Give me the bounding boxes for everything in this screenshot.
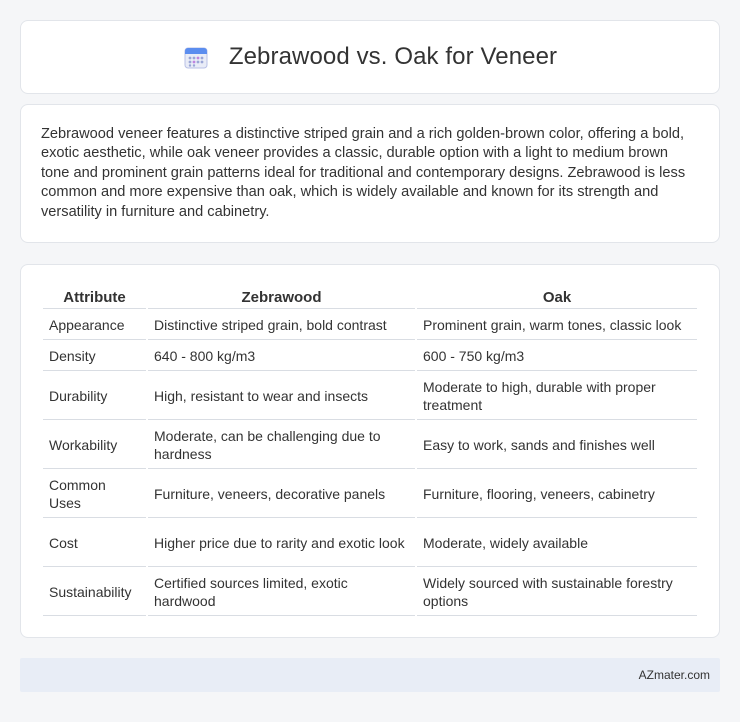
row-attribute: Durability [43,373,146,420]
table-row [43,373,697,420]
row-attribute: Density [43,342,146,371]
row-oak: 600 - 750 kg/m3 [417,342,697,371]
footer [20,658,720,692]
row-attribute: Sustainability [43,569,146,616]
table-row [43,311,697,340]
table-header-row [43,287,697,309]
row-attribute: Appearance [43,311,146,340]
row-oak: Moderate, widely available [417,520,697,567]
header-attribute: Attribute [43,287,146,309]
comparison-card [20,264,720,638]
page-title: Zebrawood vs. Oak for Veneer [228,43,558,70]
row-zebrawood: High, resistant to wear and insects [148,373,415,420]
table-row [43,520,697,567]
row-oak: Easy to work, sands and finishes well [417,422,697,469]
comparison-table [41,285,699,618]
table-row [43,422,697,469]
table-row [43,471,697,518]
title-card [20,20,720,94]
table-row [43,342,697,371]
row-oak: Prominent grain, warm tones, classic look [417,311,697,340]
row-attribute: Common Uses [43,471,146,518]
intro-paragraph: Zebrawood veneer features a distinctive striped grain and a rich golden-brown color, offering a bold, exotic aesthetic, while oak veneer provides a classic, durable option with a light to medium brown tone and prominent grain patterns ideal for traditional and contemporary designs. Zebrawood is less common and more expensive than oak, which is widely available and known for its strength and versatility in furniture and cabinetry. [41,126,686,220]
row-attribute: Workability [43,422,146,469]
row-zebrawood: 640 - 800 kg/m3 [148,342,415,371]
row-zebrawood: Certified sources limited, exotic hardwood [148,569,415,616]
intro-card [20,104,720,243]
table-row [43,569,697,616]
row-oak: Widely sourced with sustainable forestry options [417,569,697,616]
row-oak: Furniture, flooring, veneers, cabinetry [417,471,697,518]
calendar-icon [183,44,209,70]
row-attribute: Cost [43,520,146,567]
row-zebrawood: Furniture, veneers, decorative panels [148,471,415,518]
row-zebrawood: Moderate, can be challenging due to hardness [148,422,415,469]
header-oak: Oak [417,287,697,309]
row-zebrawood: Distinctive striped grain, bold contrast [148,311,415,340]
title-wrap [183,43,557,71]
row-oak: Moderate to high, durable with proper treatment [417,373,697,420]
header-zebrawood: Zebrawood [148,287,415,309]
footer-site-label: AZmater.com [638,668,710,682]
row-zebrawood: Higher price due to rarity and exotic look [148,520,415,567]
